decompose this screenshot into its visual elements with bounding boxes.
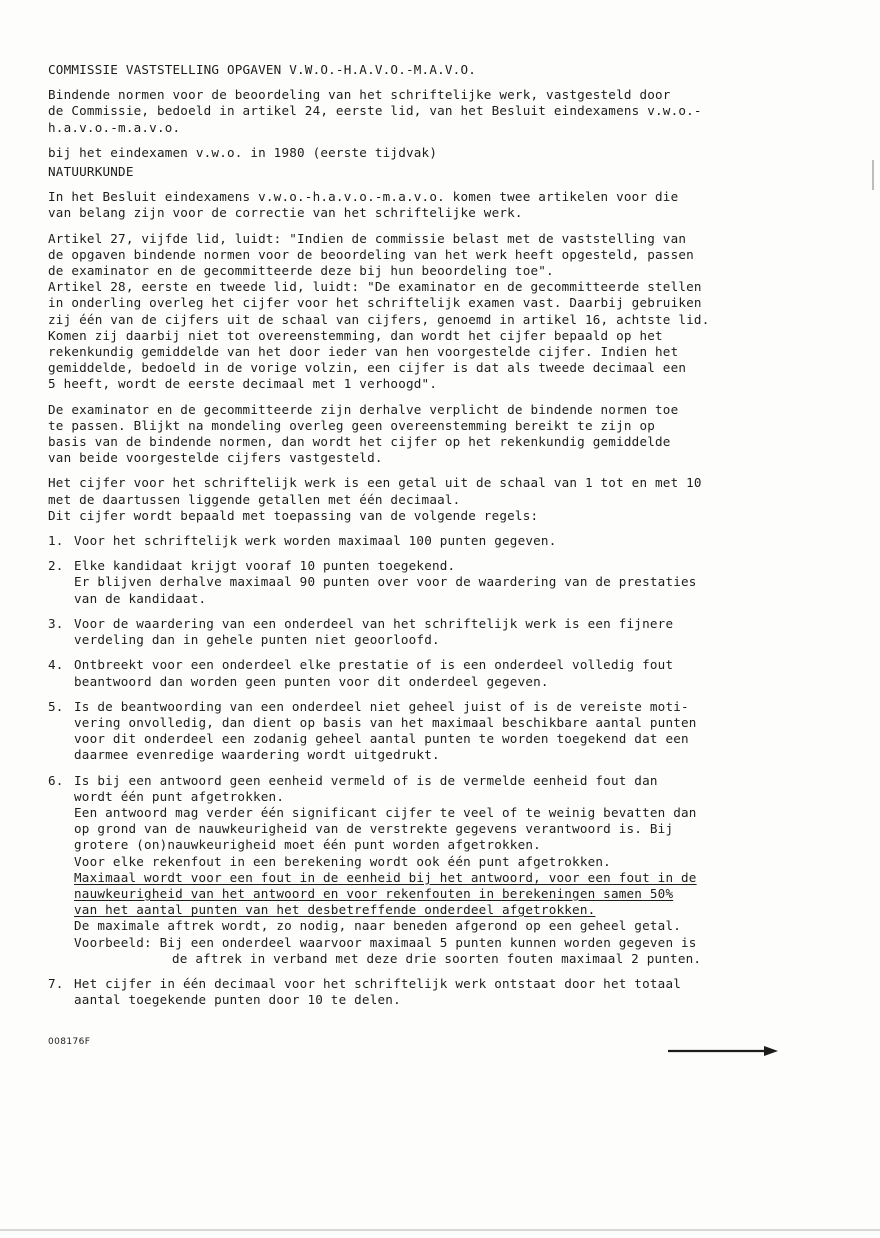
example-label: Voorbeeld: (74, 934, 152, 950)
paragraph-3: De examinator en de gecommitteerde zijn derhalve verplicht de bindende normen toe te passen. Blijkt na mondeling overleg geen overeenstemming bereikt te zijn op basis van de bindende normen, dan wordt het cijfer op het rekenkundig gemiddelde van beide voorgestelde cijfers vastgesteld. (48, 401, 679, 466)
rule-6: 6. Is bij een antwoord geen eenheid vermeld of is de vermelde eenheid fout dan wordt één punt afgetrokken. Een antwoord mag verder één significant cijfer te veel of te weinig bevatten dan op grond van de nauwkeurigheid van de verstrekte gegevens verantwoord is. Bij grotere (on)nauwkeurigheid moet één punt worden afgetrokken. Voor elke rekenfout in een berekening wordt ook één punt afgetrokken. Maximaal wordt voor een fout in de eenheid bij het antwoord, voor een fout in de nauwkeurigheid van het antwoord en voor rekenfouten in berekeningen samen 50% van het aantal punten van het desbetreffende onderdeel afgetrokken. De maximale aftrek wordt, zo nodig, naar beneden afgerond op een geheel getal. Voorbeeld: Bij een onderdeel waarvoor maximaal 5 punten kunnen worden gegeven is de aftrek in verband met deze drie soorten fouten maximaal 2 punten. (48, 773, 848, 967)
intro-paragraph: Bindende normen voor de beoordeling van het schriftelijke werk, vastgesteld door de Commissie, bedoeld in artikel 24, eerste lid, van het Besluit eindexamens v.w.o.- h.a.v.o.-m.a.v.o. (48, 87, 702, 135)
rule-4: 4. Ontbreekt voor een onderdeel elke prestatie of is een onderdeel volledig fout beantwoord dan worden geen punten voor dit onderdeel gegeven. (48, 657, 674, 689)
underlined-rule-line: nauwkeurigheid van het antwoord en voor rekenfouten in berekeningen samen 50% (74, 885, 674, 901)
underlined-rule-line: Maximaal wordt voor een fout in de eenheid bij het antwoord, voor een fout in de (74, 869, 697, 885)
scan-mark (872, 160, 874, 190)
document-title: COMMISSIE VASTSTELLING OPGAVEN V.W.O.-H.A.V.O.-M.A.V.O. (48, 62, 477, 77)
rule-3: 3. Voor de waardering van een onderdeel van het schriftelijk werk is een fijnere verdeling dan in gehele punten niet geoorloofd. (48, 615, 674, 648)
document-code: 008176F (48, 1037, 91, 1047)
page-bottom-edge (0, 1229, 880, 1231)
rule-5: 5. Is de beantwoording van een onderdeel niet geheel juist of is de vereiste moti- vering onvolledig, dan dient op basis van het maximaal beschikbare aantal punten voor dit onderdeel een zodanig geheel aantal punten te worden toegekend dat een daarmee evenredige waardering wordt uitgedrukt. (48, 698, 697, 763)
rule-2: 2. Elke kandidaat krijgt vooraf 10 punten toegekend. Er blijven derhalve maximaal 90 punten over voor de waardering van de prestaties van de kandidaat. (48, 558, 697, 606)
subject-heading: NATUURKUNDE (48, 164, 134, 180)
paragraph-1: In het Besluit eindexamens v.w.o.-h.a.v.o.-m.a.v.o. komen twee artikelen voor die van belang zijn voor de correctie van het schriftelijke werk. (48, 189, 679, 221)
document-page (48, 62, 848, 1008)
example-line: Voorbeeld: Bij een onderdeel waarvoor maximaal 5 punten kunnen worden gegeven is (74, 934, 697, 950)
exam-line: bij het eindexamen v.w.o. in 1980 (eerste tijdvak) (48, 144, 438, 160)
underlined-rule-line: van het aantal punten van het desbetreffende onderdeel afgetrokken. (74, 902, 596, 918)
example-line: de aftrek in verband met deze drie soorten fouten maximaal 2 punten. (172, 950, 702, 966)
paragraph-4: Het cijfer voor het schriftelijk werk is een getal uit de schaal van 1 tot en met 10 met de daartussen liggende getallen met één decimaal. Dit cijfer wordt bepaald met toepassing van de volgende regels: (48, 475, 702, 523)
right-arrow-icon (668, 1045, 778, 1057)
rule-7: 7. Het cijfer in één decimaal voor het schriftelijk werk ontstaat door het totaal aantal toegekende punten door 10 te delen. (48, 975, 682, 1008)
paragraph-2: Artikel 27, vijfde lid, luidt: "Indien de commissie belast met de vaststelling van de opgaven bindende normen voor de beoordeling van het werk heeft opgesteld, passen de examinator en de gecommitteerde deze bij hun beoordeling toe". Artikel 28, eerste en tweede lid, luidt: "De examinator en de gecommitteerde stellen in onderling overleg het cijfer voor het schriftelijk examen vast. Daarbij gebruiken zij één van de cijfers uit de schaal van cijfers, genoemd in artikel 16, achtste lid. Komen zij daarbij niet tot overeenstemming, dan wordt het cijfer bepaald op het rekenkundig gemiddelde van het door ieder van hen voorgestelde cijfer. Indien het gemiddelde, bedoeld in de vorige volzin, een cijfer is dat als tweede decimaal een 5 heeft, wordt de eerste decimaal met 1 verhoogd". (48, 230, 710, 392)
rule-1: 1. Voor het schriftelijk werk worden maximaal 100 punten gegeven. (48, 533, 557, 549)
